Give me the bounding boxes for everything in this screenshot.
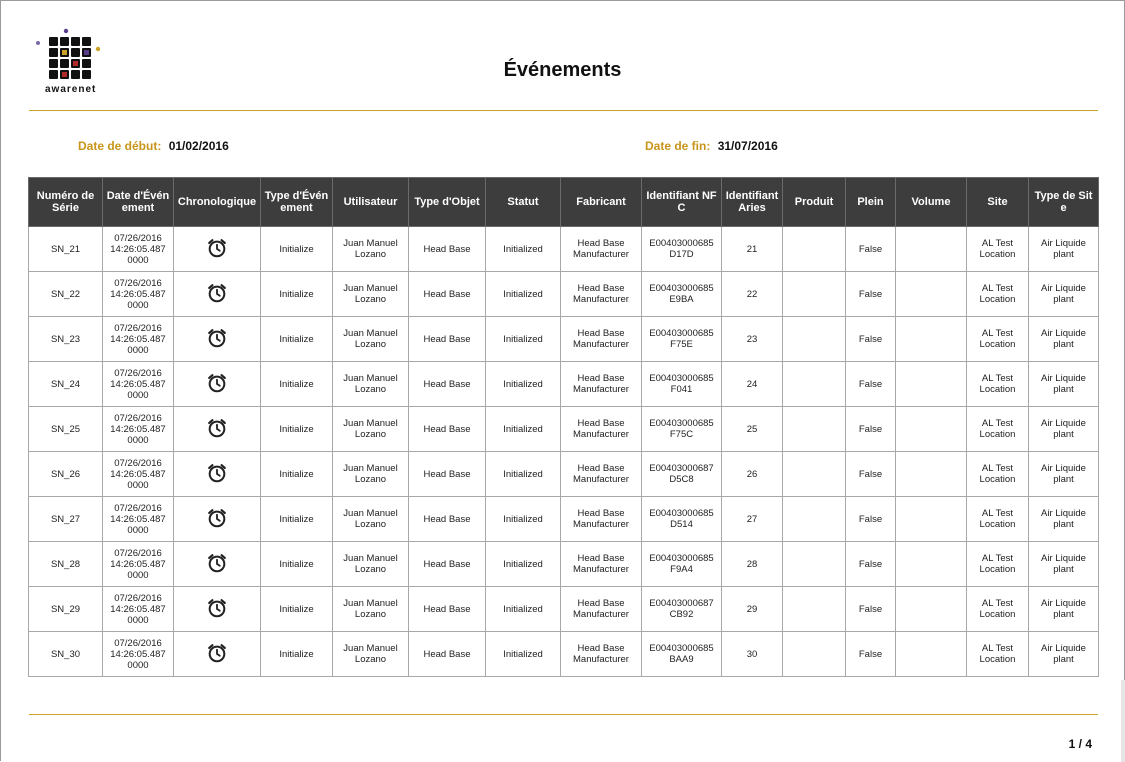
alarm-clock-icon <box>206 642 228 664</box>
footer-divider <box>29 714 1098 715</box>
volume-cell <box>896 317 967 362</box>
full-cell: False <box>846 587 896 632</box>
serial-cell: SN_30 <box>29 632 103 677</box>
event-type-cell: Initialize <box>261 227 333 272</box>
aries-cell: 21 <box>722 227 783 272</box>
object-type-cell: Head Base <box>409 362 486 407</box>
serial-cell: SN_22 <box>29 272 103 317</box>
full-cell: False <box>846 452 896 497</box>
alarm-clock-icon <box>206 282 228 304</box>
status-cell: Initialized <box>486 227 561 272</box>
aries-cell: 29 <box>722 587 783 632</box>
column-header: Plein <box>846 178 896 227</box>
volume-cell <box>896 272 967 317</box>
alarm-clock-icon <box>206 507 228 529</box>
chrono-cell <box>174 227 261 272</box>
volume-cell <box>896 362 967 407</box>
serial-cell: SN_28 <box>29 542 103 587</box>
table-row <box>29 407 1099 452</box>
object-type-cell: Head Base <box>409 632 486 677</box>
column-header: Date d'Événement <box>103 178 174 227</box>
manufacturer-cell: Head Base Manufacturer <box>561 362 642 407</box>
event-type-cell: Initialize <box>261 542 333 587</box>
user-cell: Juan Manuel Lozano <box>333 542 409 587</box>
volume-cell <box>896 227 967 272</box>
status-cell: Initialized <box>486 407 561 452</box>
product-cell <box>783 272 846 317</box>
product-cell <box>783 497 846 542</box>
event-type-cell: Initialize <box>261 317 333 362</box>
date-cell: 07/26/2016 14:26:05.487 0000 <box>103 497 174 542</box>
chrono-cell <box>174 452 261 497</box>
product-cell <box>783 587 846 632</box>
product-cell <box>783 632 846 677</box>
manufacturer-cell: Head Base Manufacturer <box>561 542 642 587</box>
site-cell: AL Test Location <box>967 542 1029 587</box>
user-cell: Juan Manuel Lozano <box>333 362 409 407</box>
volume-cell <box>896 542 967 587</box>
date-cell: 07/26/2016 14:26:05.487 0000 <box>103 407 174 452</box>
status-cell: Initialized <box>486 542 561 587</box>
table-header-row <box>29 178 1099 227</box>
user-cell: Juan Manuel Lozano <box>333 587 409 632</box>
start-date <box>78 139 229 153</box>
column-header: Chronologique <box>174 178 261 227</box>
site-cell: AL Test Location <box>967 227 1029 272</box>
table-row <box>29 542 1099 587</box>
site-type-cell: Air Liquide plant <box>1029 542 1099 587</box>
full-cell: False <box>846 272 896 317</box>
object-type-cell: Head Base <box>409 587 486 632</box>
chrono-cell <box>174 497 261 542</box>
status-cell: Initialized <box>486 362 561 407</box>
status-cell: Initialized <box>486 272 561 317</box>
end-date-value: 31/07/2016 <box>717 139 778 153</box>
product-cell <box>783 542 846 587</box>
manufacturer-cell: Head Base Manufacturer <box>561 452 642 497</box>
end-date <box>645 139 778 153</box>
status-cell: Initialized <box>486 587 561 632</box>
full-cell: False <box>846 497 896 542</box>
serial-cell: SN_23 <box>29 317 103 362</box>
full-cell: False <box>846 227 896 272</box>
alarm-clock-icon <box>206 237 228 259</box>
alarm-clock-icon <box>206 417 228 439</box>
manufacturer-cell: Head Base Manufacturer <box>561 632 642 677</box>
site-type-cell: Air Liquide plant <box>1029 227 1099 272</box>
user-cell: Juan Manuel Lozano <box>333 227 409 272</box>
nfc-cell: E00403000685 F9A4 <box>642 542 722 587</box>
column-header: Identifiant NFC <box>642 178 722 227</box>
table-row <box>29 587 1099 632</box>
column-header: Type d'Objet <box>409 178 486 227</box>
date-cell: 07/26/2016 14:26:05.487 0000 <box>103 542 174 587</box>
page-shadow <box>1121 680 1125 762</box>
column-header: Statut <box>486 178 561 227</box>
nfc-cell: E00403000685 F75C <box>642 407 722 452</box>
page-number: 1 / 4 <box>1068 737 1092 751</box>
nfc-cell: E00403000685 BAA9 <box>642 632 722 677</box>
column-header: Type d'Événement <box>261 178 333 227</box>
column-header: Volume <box>896 178 967 227</box>
event-type-cell: Initialize <box>261 632 333 677</box>
object-type-cell: Head Base <box>409 317 486 362</box>
column-header: Site <box>967 178 1029 227</box>
volume-cell <box>896 407 967 452</box>
nfc-cell: E00403000685 D17D <box>642 227 722 272</box>
aries-cell: 23 <box>722 317 783 362</box>
object-type-cell: Head Base <box>409 497 486 542</box>
alarm-clock-icon <box>206 327 228 349</box>
event-type-cell: Initialize <box>261 272 333 317</box>
object-type-cell: Head Base <box>409 407 486 452</box>
site-cell: AL Test Location <box>967 272 1029 317</box>
full-cell: False <box>846 632 896 677</box>
nfc-cell: E00403000685 D514 <box>642 497 722 542</box>
nfc-cell: E00403000685 F041 <box>642 362 722 407</box>
aries-cell: 24 <box>722 362 783 407</box>
site-type-cell: Air Liquide plant <box>1029 407 1099 452</box>
product-cell <box>783 317 846 362</box>
alarm-clock-icon <box>206 597 228 619</box>
volume-cell <box>896 452 967 497</box>
serial-cell: SN_29 <box>29 587 103 632</box>
serial-cell: SN_25 <box>29 407 103 452</box>
manufacturer-cell: Head Base Manufacturer <box>561 272 642 317</box>
table-row <box>29 227 1099 272</box>
user-cell: Juan Manuel Lozano <box>333 407 409 452</box>
column-header: Numéro de Série <box>29 178 103 227</box>
product-cell <box>783 407 846 452</box>
manufacturer-cell: Head Base Manufacturer <box>561 227 642 272</box>
logo-text: awarenet <box>45 84 97 95</box>
column-header: Identifiant Aries <box>722 178 783 227</box>
nfc-cell: E00403000687 CB92 <box>642 587 722 632</box>
event-type-cell: Initialize <box>261 497 333 542</box>
event-type-cell: Initialize <box>261 362 333 407</box>
event-type-cell: Initialize <box>261 452 333 497</box>
date-cell: 07/26/2016 14:26:05.487 0000 <box>103 452 174 497</box>
nfc-cell: E00403000685 F75E <box>642 317 722 362</box>
page-title: Événements <box>503 59 622 81</box>
table-row <box>29 317 1099 362</box>
user-cell: Juan Manuel Lozano <box>333 452 409 497</box>
alarm-clock-icon <box>206 552 228 574</box>
aries-cell: 25 <box>722 407 783 452</box>
aries-cell: 30 <box>722 632 783 677</box>
table-row <box>29 497 1099 542</box>
table-row <box>29 362 1099 407</box>
event-type-cell: Initialize <box>261 587 333 632</box>
site-cell: AL Test Location <box>967 497 1029 542</box>
status-cell: Initialized <box>486 497 561 542</box>
site-cell: AL Test Location <box>967 317 1029 362</box>
chrono-cell <box>174 587 261 632</box>
product-cell <box>783 452 846 497</box>
date-cell: 07/26/2016 14:26:05.487 0000 <box>103 587 174 632</box>
date-cell: 07/26/2016 14:26:05.487 0000 <box>103 317 174 362</box>
volume-cell <box>896 497 967 542</box>
chrono-cell <box>174 632 261 677</box>
serial-cell: SN_26 <box>29 452 103 497</box>
product-cell <box>783 362 846 407</box>
status-cell: Initialized <box>486 317 561 362</box>
site-type-cell: Air Liquide plant <box>1029 497 1099 542</box>
site-type-cell: Air Liquide plant <box>1029 362 1099 407</box>
volume-cell <box>896 632 967 677</box>
user-cell: Juan Manuel Lozano <box>333 272 409 317</box>
object-type-cell: Head Base <box>409 542 486 587</box>
column-header: Produit <box>783 178 846 227</box>
serial-cell: SN_27 <box>29 497 103 542</box>
full-cell: False <box>846 407 896 452</box>
column-header: Fabricant <box>561 178 642 227</box>
chrono-cell <box>174 542 261 587</box>
full-cell: False <box>846 317 896 362</box>
chrono-cell <box>174 407 261 452</box>
site-type-cell: Air Liquide plant <box>1029 632 1099 677</box>
table-row <box>29 452 1099 497</box>
user-cell: Juan Manuel Lozano <box>333 317 409 362</box>
product-cell <box>783 227 846 272</box>
events-table <box>28 177 1099 677</box>
event-type-cell: Initialize <box>261 407 333 452</box>
column-header: Utilisateur <box>333 178 409 227</box>
site-cell: AL Test Location <box>967 407 1029 452</box>
alarm-clock-icon <box>206 462 228 484</box>
serial-cell: SN_21 <box>29 227 103 272</box>
date-cell: 07/26/2016 14:26:05.487 0000 <box>103 632 174 677</box>
site-cell: AL Test Location <box>967 632 1029 677</box>
aries-cell: 26 <box>722 452 783 497</box>
object-type-cell: Head Base <box>409 272 486 317</box>
nfc-cell: E00403000687 D5C8 <box>642 452 722 497</box>
end-date-label: Date de fin: <box>645 139 711 153</box>
manufacturer-cell: Head Base Manufacturer <box>561 407 642 452</box>
site-type-cell: Air Liquide plant <box>1029 452 1099 497</box>
nfc-cell: E00403000685 E9BA <box>642 272 722 317</box>
object-type-cell: Head Base <box>409 452 486 497</box>
object-type-cell: Head Base <box>409 227 486 272</box>
site-cell: AL Test Location <box>967 362 1029 407</box>
site-type-cell: Air Liquide plant <box>1029 272 1099 317</box>
date-cell: 07/26/2016 14:26:05.487 0000 <box>103 362 174 407</box>
aries-cell: 22 <box>722 272 783 317</box>
full-cell: False <box>846 362 896 407</box>
aries-cell: 27 <box>722 497 783 542</box>
aries-cell: 28 <box>722 542 783 587</box>
manufacturer-cell: Head Base Manufacturer <box>561 587 642 632</box>
site-type-cell: Air Liquide plant <box>1029 587 1099 632</box>
volume-cell <box>896 587 967 632</box>
status-cell: Initialized <box>486 452 561 497</box>
date-cell: 07/26/2016 14:26:05.487 0000 <box>103 227 174 272</box>
site-cell: AL Test Location <box>967 452 1029 497</box>
serial-cell: SN_24 <box>29 362 103 407</box>
alarm-clock-icon <box>206 372 228 394</box>
full-cell: False <box>846 542 896 587</box>
user-cell: Juan Manuel Lozano <box>333 632 409 677</box>
user-cell: Juan Manuel Lozano <box>333 497 409 542</box>
date-cell: 07/26/2016 14:26:05.487 0000 <box>103 272 174 317</box>
start-date-value: 01/02/2016 <box>168 139 229 153</box>
status-cell: Initialized <box>486 632 561 677</box>
chrono-cell <box>174 272 261 317</box>
manufacturer-cell: Head Base Manufacturer <box>561 497 642 542</box>
column-header: Type de Site <box>1029 178 1099 227</box>
chrono-cell <box>174 362 261 407</box>
manufacturer-cell: Head Base Manufacturer <box>561 317 642 362</box>
start-date-label: Date de début: <box>78 139 162 153</box>
site-cell: AL Test Location <box>967 587 1029 632</box>
header-divider <box>29 110 1098 111</box>
table-row <box>29 632 1099 677</box>
table-body <box>29 227 1099 677</box>
table-row <box>29 272 1099 317</box>
site-type-cell: Air Liquide plant <box>1029 317 1099 362</box>
chrono-cell <box>174 317 261 362</box>
